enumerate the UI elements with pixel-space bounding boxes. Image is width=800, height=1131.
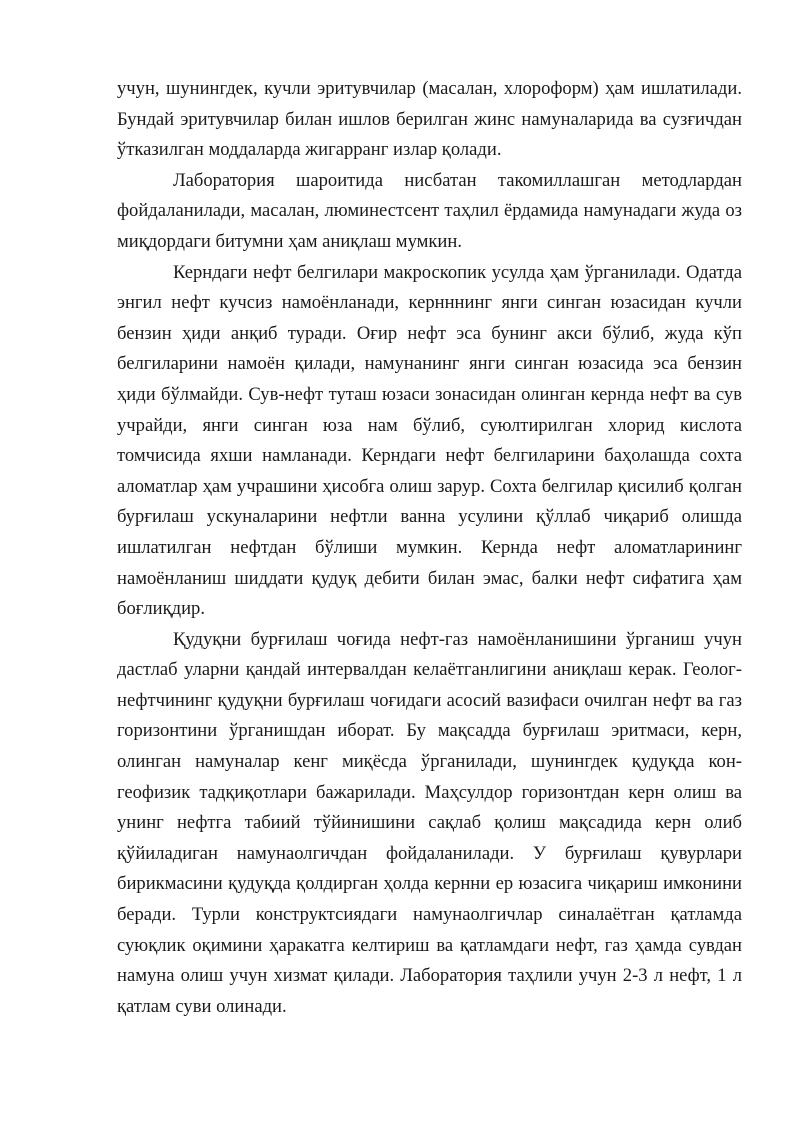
document-page: [117, 74, 742, 1022]
paragraph-laboratory-methods: Лаборатория шароитида нисбатан такомиллашган методлардан фойдаланилади, масалан, люминестсент таҳлил ёрдамида намунадаги жуда оз миқдордаги битумни ҳам аниқлаш мумкин.: [117, 169, 742, 252]
paragraph-continuation: учун, шунингдек, кучли эритувчилар (масалан, хлороформ) ҳам ишлатилади. Бундай эритувчилар билан ишлов берилган жинс намуналарида ва сузғичдан ўтказилган моддаларда жигарранг излар қолади.: [117, 78, 742, 161]
paragraph-well-drilling: Қудуқни бурғилаш чоғида нефт-газ намоёнланишини ўрганиш учун дастлаб уларни қандай интервалдан келаётганлигини аниқлаш керак. Геолог-нефтчининг қудуқни бурғилаш чоғидаги асосий вазифаси очилган нефт ва газ горизонтини ўрганишдан иборат. Бу мақсадда бурғилаш эритмаси, керн, олинган намуналар кенг миқёсда ўрганилади, шунингдек қудуқда кон-геофизик тадқиқотлари бажарилади. Маҳсулдор горизонтдан керн олиш ва унинг нефтга табиий тўйинишини сақлаб қолиш мақсадида керн олиб қўйиладиган намунаолгичдан фойдаланилади. У бурғилаш қувурлари бирикмасини қудуқда қолдирган ҳолда кернни ер юзасига чиқариш имконини беради. Турли конструктсиядаги намунаолгичлар синалаётган қатламда суюқлик оқимини ҳаракатга келтириш ва қатламдаги нефт, газ ҳамда сувдан намуна олиш учун хизмат қилади. Лаборатория таҳлили учун 2-3 л нефт, 1 л қатлам суви олинади.: [117, 628, 742, 1017]
paragraph-core-oil-signs: Керндаги нефт белгилари макроскопик усулда ҳам ўрганилади. Одатда энгил нефт кучсиз намоёнланади, кернннинг янги синган юзасидан кучли бензин ҳиди анқиб туради. Оғир нефт эса бунинг акси бўлиб, жуда кўп белгиларини намоён қилади, намунанинг янги синган юзасида эса бензин ҳиди бўлмайди. Сув-нефт туташ юзаси зонасидан олинган кернда нефт ва сув учрайди, янги синган юза нам бўлиб, суюлтирилган хлорид кислота томчисида яхши намланади. Керндаги нефт белгиларини баҳолашда сохта аломатлар ҳам учрашини ҳисобга олиш зарур. Сохта белгилар қисилиб қолган бурғилаш ускуналарини нефтли ванна усулини қўллаб чиқариб олишда ишлатилган нефтдан бўлиши мумкин. Кернда нефт аломатларининг намоёнланиш шиддати қудуқ дебити билан эмас, балки нефт сифатига ҳам боғлиқдир.: [117, 261, 742, 620]
